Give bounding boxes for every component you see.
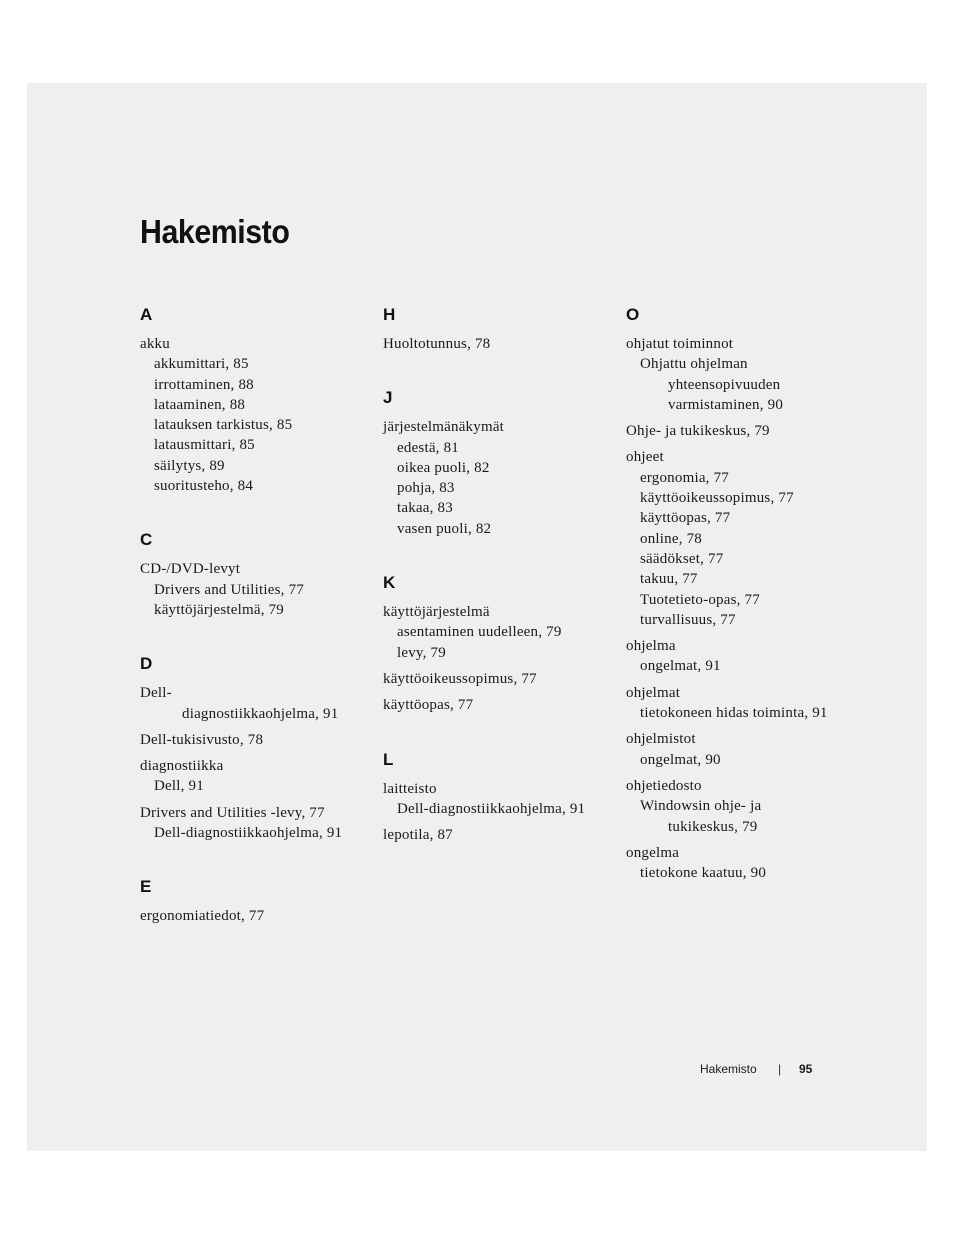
index-subterm: käyttöoikeussopimus, 77	[640, 490, 794, 507]
index-entry	[626, 683, 856, 724]
index-subterm: säilytys, 89	[154, 457, 225, 474]
index-term: ohjatut toiminnot	[626, 336, 734, 352]
index-subterm-continuation: tukikeskus, 79	[668, 818, 758, 835]
index-entry	[383, 825, 608, 845]
index-entry	[383, 695, 608, 715]
index-entry	[140, 559, 365, 620]
index-section	[383, 750, 608, 846]
index-term: Dell-tukisivusto, 78	[140, 731, 264, 748]
index-subterm: lataaminen, 88	[154, 396, 246, 413]
index-term: käyttöopas, 77	[383, 697, 474, 714]
index-subterm: takuu, 77	[640, 571, 698, 588]
index-term: lepotila, 87	[383, 827, 453, 844]
index-entry	[626, 334, 856, 415]
index-subterm: ongelmat, 91	[640, 658, 721, 675]
index-subterm: ongelmat, 90	[640, 751, 721, 768]
index-entry	[140, 906, 365, 926]
index-column	[140, 305, 365, 927]
index-letter-heading: J	[383, 388, 393, 408]
index-section	[140, 654, 365, 843]
index-entry	[140, 756, 365, 797]
index-entry	[626, 776, 856, 837]
index-subterm: käyttöjärjestelmä, 79	[154, 601, 284, 618]
index-entry	[383, 602, 608, 663]
index-letter-heading: D	[140, 654, 153, 674]
index-subterm: ergonomia, 77	[640, 469, 729, 486]
index-subterm: säädökset, 77	[640, 550, 724, 567]
index-term: ohjelma	[626, 638, 676, 655]
index-subterm: turvallisuus, 77	[640, 611, 736, 628]
index-subterm: Dell, 91	[154, 778, 204, 795]
index-subterm: Dell-diagnostiikkaohjelma, 91	[397, 800, 586, 817]
index-entry	[626, 447, 856, 630]
footer-separator: |	[778, 1062, 782, 1076]
index-column	[383, 305, 608, 845]
index-letter-heading: H	[383, 305, 396, 324]
index-term: Dell-	[140, 685, 172, 702]
page-footer	[700, 1062, 820, 1080]
index-subterm: irrottaminen, 88	[154, 376, 254, 393]
index-section	[626, 305, 856, 883]
index-letter-heading: O	[626, 305, 640, 324]
index-entry	[140, 730, 365, 750]
index-term: ohjetiedosto	[626, 777, 702, 794]
index-term: Drivers and Utilities -levy, 77	[140, 804, 325, 821]
index-subterm-continuation: yhteensopivuuden	[668, 376, 781, 393]
index-subterm: latauksen tarkistus, 85	[154, 417, 293, 434]
index-section	[383, 305, 608, 354]
index-entry	[626, 843, 856, 884]
index-subterm-continuation: varmistaminen, 90	[668, 396, 784, 413]
index-section	[140, 877, 365, 926]
index-term: ohjeet	[626, 449, 664, 466]
index-term: järjestelmänäkymät	[383, 419, 505, 436]
index-entry	[383, 779, 608, 820]
index-subterm: Dell-diagnostiikkaohjelma, 91	[154, 825, 343, 842]
index-section	[383, 573, 608, 715]
index-entry	[383, 669, 608, 689]
index-entry	[140, 683, 365, 724]
index-entry	[383, 334, 608, 354]
index-subterm: tietokoneen hidas toiminta, 91	[640, 705, 828, 722]
index-entry	[626, 421, 856, 441]
index-section	[383, 388, 608, 539]
index-term: käyttöjärjestelmä	[383, 604, 490, 621]
index-subterm: vasen puoli, 82	[397, 520, 492, 537]
index-letter-heading: K	[383, 573, 396, 593]
index-entry	[140, 334, 365, 496]
index-letter-heading: A	[140, 305, 153, 324]
index-subterm: akkumittari, 85	[154, 356, 249, 373]
index-term: Huoltotunnus, 78	[383, 336, 491, 352]
index-letter-heading: E	[140, 877, 152, 897]
index-subterm: Drivers and Utilities, 77	[154, 581, 304, 598]
index-section	[140, 530, 365, 620]
index-subterm: käyttöopas, 77	[640, 510, 731, 527]
index-term: akku	[140, 336, 170, 352]
index-column	[626, 305, 856, 883]
index-term-continuation: diagnostiikkaohjelma, 91	[182, 705, 339, 722]
index-subterm: levy, 79	[397, 644, 446, 661]
page-title: Hakemisto	[140, 213, 290, 250]
index-term: ohjelmat	[626, 684, 681, 701]
index-entry	[383, 417, 608, 539]
index-subterm: Tuotetieto-opas, 77	[640, 591, 760, 608]
footer-section-name: Hakemisto	[700, 1062, 757, 1076]
index-subterm: suoritusteho, 84	[154, 478, 254, 495]
index-term: ongelma	[626, 844, 680, 861]
index-term: käyttöoikeussopimus, 77	[383, 670, 537, 687]
index-term: laitteisto	[383, 780, 437, 797]
index-subterm: Ohjattu ohjelman	[640, 356, 748, 373]
page-number: 95	[799, 1062, 813, 1076]
index-term: diagnostiikka	[140, 758, 224, 775]
index-section	[140, 305, 365, 496]
index-subterm: latausmittari, 85	[154, 437, 255, 454]
index-entry	[626, 636, 856, 677]
index-subterm: Windowsin ohje- ja	[640, 798, 762, 815]
index-letter-heading: L	[383, 749, 394, 769]
index-entry	[140, 803, 365, 844]
index-subterm: online, 78	[640, 530, 702, 547]
index-entry	[626, 729, 856, 770]
index-term: CD-/DVD-levyt	[140, 561, 241, 578]
index-subterm: edestä, 81	[397, 439, 459, 456]
index-subterm: oikea puoli, 82	[397, 459, 490, 476]
index-term: Ohje- ja tukikeskus, 79	[626, 423, 770, 440]
index-subterm: pohja, 83	[397, 480, 455, 497]
index-subterm: asentaminen uudelleen, 79	[397, 624, 562, 641]
index-term: ohjelmistot	[626, 731, 696, 748]
index-term: ergonomiatiedot, 77	[140, 908, 265, 925]
index-subterm: tietokone kaatuu, 90	[640, 865, 767, 882]
index-subterm: takaa, 83	[397, 500, 453, 517]
index-letter-heading: C	[140, 530, 153, 550]
